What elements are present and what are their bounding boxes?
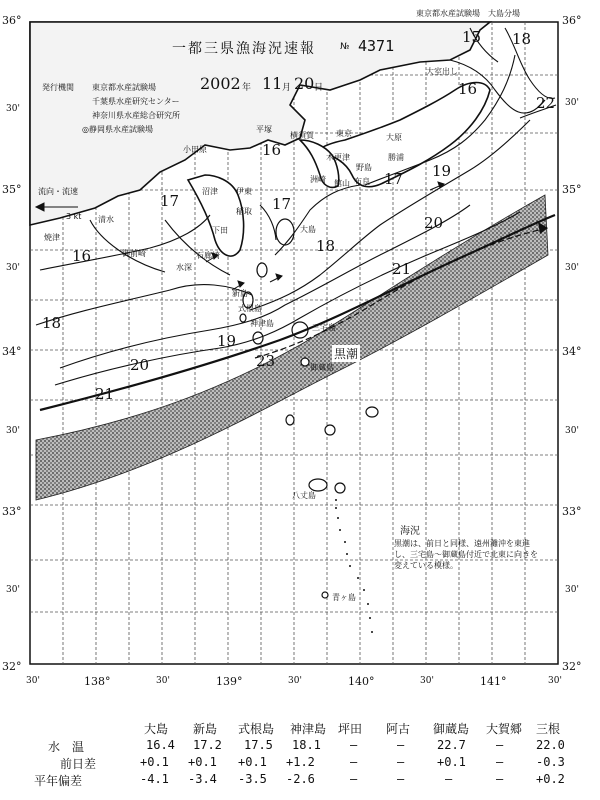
lon-label: 30': [156, 676, 170, 686]
place-name: 横須賀: [290, 131, 314, 140]
place-name: 石廊崎: [196, 251, 220, 260]
place-name: 洲崎: [310, 175, 326, 184]
table-cell: +0.2: [536, 772, 565, 786]
isotherm-17b: [90, 220, 165, 272]
table-cell: 22.7: [437, 738, 466, 752]
table-cell: 17.2: [193, 738, 222, 752]
lon-label: 30': [420, 676, 434, 686]
place-name: 大室出し: [426, 67, 458, 76]
table-cell: —: [445, 772, 453, 786]
isotherm-label: 19: [217, 332, 237, 350]
table-header: 神津島: [290, 722, 327, 736]
isotherm-label: 16: [458, 80, 478, 98]
place-name: 青ヶ島: [332, 593, 356, 602]
hachijo-kojima-island: [335, 483, 345, 493]
place-name: 館山: [334, 179, 350, 188]
table-cell: +0.1: [238, 755, 267, 769]
date-month-unit: 月: [282, 83, 292, 93]
place-name: 水深: [176, 263, 192, 272]
row-label: 水 温: [48, 740, 85, 754]
place-name: 野島: [356, 163, 372, 172]
table-cell: 18.1: [292, 738, 321, 752]
place-name: 御前崎: [122, 249, 146, 258]
issuer-1: 東京都水産試験場: [92, 83, 156, 92]
table-cell: —: [350, 772, 358, 786]
lat-label-left: 34°: [2, 345, 22, 358]
place-name: 大原: [386, 133, 402, 142]
table-cell: —: [496, 738, 504, 752]
table-header: 大島: [144, 722, 169, 736]
table-cell: —: [397, 772, 405, 786]
date-year-unit: 年: [242, 83, 252, 93]
issuer-4: ◎静岡県水産試験場: [82, 125, 153, 134]
isotherm-label: 19: [432, 162, 452, 180]
situation-heading: 海況: [400, 526, 420, 537]
place-name: 稲取: [236, 207, 252, 216]
place-name: 伊東: [236, 187, 252, 196]
lat-label-left: 30': [6, 263, 20, 273]
table-cell: +0.1: [188, 755, 217, 769]
lon-label: 30': [288, 676, 302, 686]
place-name: 小田原: [183, 145, 207, 154]
issue-number: 4371: [358, 37, 395, 55]
isotherm-label: 18: [316, 237, 336, 255]
lat-label-right: 35°: [562, 183, 582, 196]
reef-island-3: [286, 415, 294, 425]
row-label: 前日差: [60, 757, 97, 771]
current-legend-label: 流向・流速: [38, 187, 78, 196]
mikurajima-island: [301, 358, 309, 366]
place-name: 新島: [232, 289, 248, 298]
place-name: 東京: [336, 129, 352, 138]
place-name: 式根島: [238, 304, 262, 313]
isotherm-18: [36, 285, 252, 325]
isotherm-label: 17: [272, 195, 292, 213]
lon-label: 138°: [84, 675, 111, 688]
place-name: 木更津: [326, 153, 350, 162]
lat-label-left: 30': [6, 585, 20, 595]
table-cell: 16.4: [146, 738, 175, 752]
place-name: 神津島: [250, 319, 274, 328]
isotherm-label: 21: [95, 385, 115, 403]
issuer-3: 神奈川県水産総合研究所: [92, 111, 180, 120]
lat-label-left: 32°: [2, 660, 22, 673]
place-name: 沼津: [202, 187, 218, 196]
isotherm-label: 17: [160, 192, 180, 210]
date-day: 20: [294, 74, 315, 93]
table-cell: -3.5: [238, 772, 267, 786]
lat-label-left: 35°: [2, 183, 22, 196]
place-name: 布良: [354, 177, 370, 186]
table-cell: —: [397, 755, 405, 769]
place-name: 大島: [300, 225, 316, 234]
seamount-chain: [335, 499, 373, 633]
lon-label: 140°: [348, 675, 375, 688]
table-cell: +0.1: [437, 755, 466, 769]
table-cell: —: [350, 755, 358, 769]
table-header: 式根島: [238, 722, 275, 736]
lon-label: 30': [26, 676, 40, 686]
isotherm-label: 16: [72, 247, 92, 265]
lat-label-left: 30': [6, 104, 20, 114]
isotherm-label: 17: [384, 170, 404, 188]
isotherm-label: 21: [392, 260, 412, 278]
table-cell: -3.4: [188, 772, 217, 786]
table-header: 三根: [536, 722, 561, 736]
isotherm-label: 18: [512, 30, 532, 48]
isotherm-label: 15: [462, 28, 482, 46]
reef-island-2: [325, 425, 335, 435]
number-prefix: №: [340, 42, 350, 52]
lat-label-left: 36°: [2, 14, 22, 27]
shikinejima-island: [240, 314, 246, 322]
lon-label: 139°: [216, 675, 243, 688]
lat-label-right: 30': [565, 98, 579, 108]
date-month: 11: [262, 74, 283, 93]
table-cell: -0.3: [536, 755, 565, 769]
isotherm-label: 18: [42, 314, 62, 332]
toshima-island: [257, 263, 267, 277]
table-cell: +1.2: [286, 755, 315, 769]
place-name: 清水: [98, 215, 114, 224]
isotherm-label: 23: [256, 352, 276, 370]
map-title: 一都三県漁海況速報: [172, 41, 316, 57]
table-header: 阿古: [386, 722, 411, 736]
aogashima-island: [322, 592, 328, 598]
table-header: 新島: [193, 722, 218, 736]
date-year: 2002: [200, 74, 241, 93]
lat-label-right: 30': [565, 585, 579, 595]
reef-island: [366, 407, 378, 417]
lat-label-right: 30': [565, 263, 579, 273]
place-name: 三宅島: [312, 323, 336, 332]
lat-label-left: 33°: [2, 505, 22, 518]
table-cell: -2.6: [286, 772, 315, 786]
table-cell: +0.1: [140, 755, 169, 769]
kuroshio-label: 黒潮: [334, 347, 359, 361]
isotherm-label: 22: [536, 94, 556, 112]
table-header: 御蔵島: [433, 722, 470, 736]
place-name: 勝浦: [388, 153, 404, 162]
place-name: 平塚: [256, 125, 272, 134]
lon-label: 30': [548, 676, 562, 686]
place-name: 八丈島: [292, 491, 316, 500]
table-cell: —: [496, 772, 504, 786]
oshima-island: [276, 219, 294, 245]
lat-label-right: 33°: [562, 505, 582, 518]
isotherm-label: 20: [130, 356, 150, 374]
isotherm-label: 16: [262, 141, 282, 159]
issuer-label: 発行機関: [42, 83, 74, 92]
table-cell: 17.5: [244, 738, 273, 752]
lat-label-right: 32°: [562, 660, 582, 673]
table-header: 大賀郷: [486, 722, 523, 736]
current-legend-speed: 3 kt: [66, 212, 82, 221]
table-cell: —: [350, 738, 358, 752]
table-header: 坪田: [338, 722, 363, 736]
table-cell: 22.0: [536, 738, 565, 752]
lat-label-right: 34°: [562, 345, 582, 358]
table-cell: —: [397, 738, 405, 752]
top-agency-label: 東京都水産試験場 大島分場: [416, 9, 520, 18]
isotherm-label: 20: [424, 214, 444, 232]
place-name: 御蔵島: [310, 363, 334, 372]
lat-label-right: 36°: [562, 14, 582, 27]
lat-label-left: 30': [6, 426, 20, 436]
lon-label: 141°: [480, 675, 507, 688]
issuer-2: 千葉県水産研究センター: [92, 97, 180, 106]
water-temperature-table: [0, 718, 600, 800]
place-name: 焼津: [44, 233, 60, 242]
table-cell: —: [496, 755, 504, 769]
row-label: 平年偏差: [34, 774, 83, 788]
situation-text: 黒潮は、前日と同様、遠州灘沖を東進し、三宅島～御蔵島付近で北東に向きを変えている模様。: [394, 539, 538, 570]
place-name: 下田: [212, 226, 228, 235]
table-cell: -4.1: [140, 772, 169, 786]
lat-label-right: 30': [565, 426, 579, 436]
date-day-unit: 日: [314, 83, 324, 93]
